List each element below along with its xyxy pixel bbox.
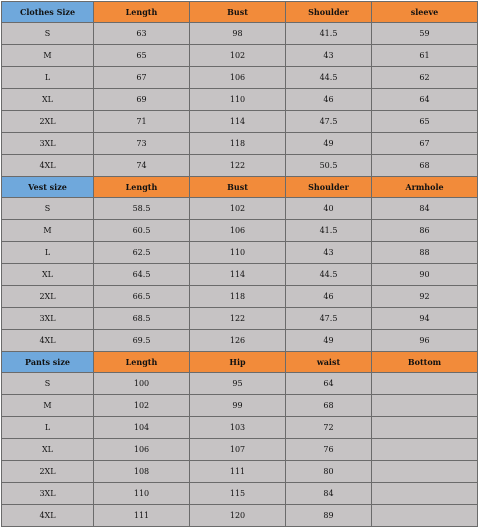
measurement-cell: 64: [286, 373, 372, 395]
measurement-cell: 74: [94, 155, 190, 177]
measurement-cell: 110: [190, 89, 286, 111]
measurement-cell: [372, 417, 478, 439]
measurement-cell: 71: [94, 111, 190, 133]
measurement-cell: 106: [94, 439, 190, 461]
pants-column-header: waist: [286, 352, 372, 373]
measurement-cell: 102: [190, 198, 286, 220]
clothes-column-header: Bust: [190, 2, 286, 23]
table-row: [2, 133, 478, 155]
measurement-cell: 106: [190, 220, 286, 242]
measurement-cell: 47.5: [286, 308, 372, 330]
table-row: [2, 330, 478, 352]
measurement-cell: 64.5: [94, 264, 190, 286]
table-row: [2, 45, 478, 67]
measurement-cell: 126: [190, 330, 286, 352]
measurement-cell: 50.5: [286, 155, 372, 177]
measurement-cell: 100: [94, 373, 190, 395]
vest-header-row: [2, 177, 478, 198]
measurement-cell: 106: [190, 67, 286, 89]
table-row: [2, 198, 478, 220]
measurement-cell: 92: [372, 286, 478, 308]
table-row: [2, 23, 478, 45]
size-cell: M: [2, 45, 94, 67]
measurement-cell: 68.5: [94, 308, 190, 330]
size-cell: 4XL: [2, 505, 94, 527]
measurement-cell: 46: [286, 286, 372, 308]
measurement-cell: 67: [94, 67, 190, 89]
measurement-cell: 84: [372, 198, 478, 220]
table-row: [2, 439, 478, 461]
measurement-cell: 89: [286, 505, 372, 527]
measurement-cell: 108: [94, 461, 190, 483]
measurement-cell: [372, 439, 478, 461]
measurement-cell: 44.5: [286, 67, 372, 89]
table-row: [2, 461, 478, 483]
measurement-cell: 58.5: [94, 198, 190, 220]
measurement-cell: 122: [190, 155, 286, 177]
measurement-cell: 65: [372, 111, 478, 133]
vest-column-header: Armhole: [372, 177, 478, 198]
table-row: [2, 220, 478, 242]
pants-column-header: Length: [94, 352, 190, 373]
measurement-cell: 69.5: [94, 330, 190, 352]
vest-column-header: Bust: [190, 177, 286, 198]
measurement-cell: 114: [190, 111, 286, 133]
measurement-cell: 96: [372, 330, 478, 352]
size-cell: 2XL: [2, 286, 94, 308]
size-cell: XL: [2, 89, 94, 111]
measurement-cell: 114: [190, 264, 286, 286]
pants-header-row: [2, 352, 478, 373]
measurement-cell: 69: [94, 89, 190, 111]
measurement-cell: 107: [190, 439, 286, 461]
measurement-cell: 49: [286, 330, 372, 352]
size-cell: S: [2, 23, 94, 45]
measurement-cell: 43: [286, 45, 372, 67]
table-row: [2, 67, 478, 89]
measurement-cell: 118: [190, 286, 286, 308]
measurement-cell: 44.5: [286, 264, 372, 286]
measurement-cell: 64: [372, 89, 478, 111]
measurement-cell: 88: [372, 242, 478, 264]
measurement-cell: 72: [286, 417, 372, 439]
measurement-cell: 111: [190, 461, 286, 483]
measurement-cell: [372, 461, 478, 483]
vest-column-header: Length: [94, 177, 190, 198]
table-row: [2, 155, 478, 177]
clothes-column-header: sleeve: [372, 2, 478, 23]
measurement-cell: 120: [190, 505, 286, 527]
measurement-cell: 90: [372, 264, 478, 286]
clothes-size-label: Clothes Size: [2, 2, 94, 23]
measurement-cell: 111: [94, 505, 190, 527]
measurement-cell: 94: [372, 308, 478, 330]
measurement-cell: 68: [372, 155, 478, 177]
size-cell: 3XL: [2, 308, 94, 330]
size-cell: 4XL: [2, 330, 94, 352]
table-row: [2, 308, 478, 330]
clothes-header-row: [2, 2, 478, 23]
measurement-cell: 65: [94, 45, 190, 67]
measurement-cell: 80: [286, 461, 372, 483]
measurement-cell: 110: [94, 483, 190, 505]
measurement-cell: 84: [286, 483, 372, 505]
measurement-cell: [372, 373, 478, 395]
measurement-cell: 46: [286, 89, 372, 111]
vest-column-header: Shoulder: [286, 177, 372, 198]
size-cell: M: [2, 395, 94, 417]
measurement-cell: 61: [372, 45, 478, 67]
size-cell: 2XL: [2, 111, 94, 133]
table-row: [2, 286, 478, 308]
size-cell: 3XL: [2, 133, 94, 155]
vest-size-label: Vest size: [2, 177, 94, 198]
size-cell: 4XL: [2, 155, 94, 177]
size-cell: 2XL: [2, 461, 94, 483]
measurement-cell: 67: [372, 133, 478, 155]
size-cell: S: [2, 373, 94, 395]
table-row: [2, 395, 478, 417]
size-cell: XL: [2, 439, 94, 461]
size-cell: L: [2, 67, 94, 89]
size-cell: L: [2, 242, 94, 264]
size-cell: S: [2, 198, 94, 220]
measurement-cell: 99: [190, 395, 286, 417]
measurement-cell: 104: [94, 417, 190, 439]
size-cell: M: [2, 220, 94, 242]
measurement-cell: 68: [286, 395, 372, 417]
table-row: [2, 242, 478, 264]
measurement-cell: 43: [286, 242, 372, 264]
measurement-cell: [372, 395, 478, 417]
measurement-cell: 66.5: [94, 286, 190, 308]
measurement-cell: 59: [372, 23, 478, 45]
size-cell: XL: [2, 264, 94, 286]
measurement-cell: 115: [190, 483, 286, 505]
size-chart-table: [1, 1, 478, 527]
measurement-cell: 73: [94, 133, 190, 155]
measurement-cell: 76: [286, 439, 372, 461]
table-row: [2, 89, 478, 111]
table-row: [2, 483, 478, 505]
pants-column-header: Hip: [190, 352, 286, 373]
measurement-cell: 102: [190, 45, 286, 67]
measurement-cell: 62: [372, 67, 478, 89]
measurement-cell: 122: [190, 308, 286, 330]
clothes-column-header: Shoulder: [286, 2, 372, 23]
measurement-cell: 41.5: [286, 220, 372, 242]
measurement-cell: 60.5: [94, 220, 190, 242]
measurement-cell: 118: [190, 133, 286, 155]
table-row: [2, 417, 478, 439]
size-cell: L: [2, 417, 94, 439]
clothes-column-header: Length: [94, 2, 190, 23]
pants-column-header: Bottom: [372, 352, 478, 373]
table-row: [2, 264, 478, 286]
measurement-cell: 40: [286, 198, 372, 220]
measurement-cell: 103: [190, 417, 286, 439]
table-row: [2, 373, 478, 395]
measurement-cell: 63: [94, 23, 190, 45]
measurement-cell: 62.5: [94, 242, 190, 264]
pants-size-label: Pants size: [2, 352, 94, 373]
measurement-cell: 41.5: [286, 23, 372, 45]
measurement-cell: 98: [190, 23, 286, 45]
measurement-cell: 47.5: [286, 111, 372, 133]
measurement-cell: 86: [372, 220, 478, 242]
measurement-cell: [372, 483, 478, 505]
size-chart: [1, 1, 477, 527]
measurement-cell: 110: [190, 242, 286, 264]
table-row: [2, 111, 478, 133]
measurement-cell: 102: [94, 395, 190, 417]
measurement-cell: 95: [190, 373, 286, 395]
measurement-cell: 49: [286, 133, 372, 155]
size-cell: 3XL: [2, 483, 94, 505]
